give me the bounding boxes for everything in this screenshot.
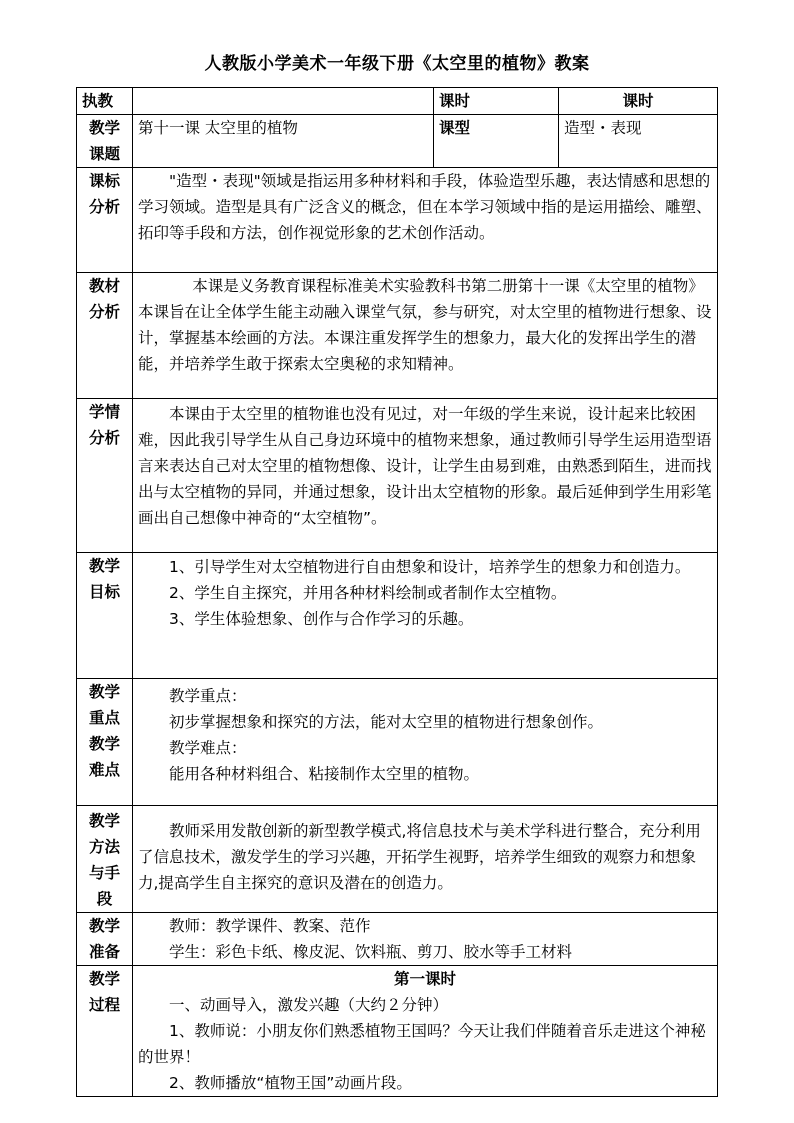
row-process [77,966,718,1097]
type-value: 造型・表现 [559,115,718,168]
teacher-label: 执教 [77,88,133,115]
prep-label: 教学准备 [77,913,133,966]
topic-label: 教学课题 [77,115,133,168]
methods-cell [133,806,718,913]
row-keypoints [77,679,718,806]
row-methods [77,806,718,913]
header-row-teacher [77,88,718,115]
row-material [77,273,718,399]
material-cell [133,273,718,399]
teacher-value [133,88,434,115]
goal-item-3: 3、学生体验想象、创作与合作学习的乐趣。 [169,610,474,628]
prep-student: 学生：彩色卡纸、橡皮泥、饮料瓶、剪刀、胶水等手工材料 [169,943,573,961]
prep-cell [133,913,718,966]
difficulty-title: 教学难点： [169,739,247,757]
document-title: 人教版小学美术一年级下册《太空里的植物》教案 [204,54,590,74]
type-label: 课型 [434,115,559,168]
prep-teacher: 教师：教学课件、教案、范作 [169,917,371,935]
students-cell [133,399,718,553]
header-row-topic [77,115,718,168]
methods-text: 教师采用发散创新的新型教学模式,将信息技术与美术学科进行整合，充分利用了信息技术，激发学生的学习兴趣，开拓学生视野，培养学生细致的观察力和想象力,提高学生自主探究的意识及潜在的创造力。 [138,822,701,892]
key-text: 初步掌握想象和探究的方法，能对太空里的植物进行想象创作。 [169,713,604,731]
process-cell [133,966,718,1097]
topic-value: 第十一课 太空里的植物 [133,115,434,168]
methods-label: 教学方法与手段 [77,806,133,913]
standard-text: "造型・表现"领域是指运用多种材料和手段，体验造型乐趣，表达情感和思想的学习领域。造型是具有广泛含义的概念，但在本学习领域中指的是运用描绘、雕塑、拓印等手段和方法，创作视觉形象的艺术创作活动。 [138,172,712,242]
hours-label-1: 课时 [434,88,559,115]
students-text: 本课由于太空里的植物谁也没有见过，对一年级的学生来说，设计起来比较困难，因此我引导学生从自己身边环境中的植物来想象，通过教师引导学生运用造型语言来表达自己对太空里的植物想像、设计，让学生由易到难，由熟悉到陌生，进而找出与太空植物的异同，并通过想象，设计出太空植物的形象。最后延伸到学生用彩笔画出自己想像中神奇的“太空植物”。 [138,405,712,527]
row-standard [77,168,718,273]
students-label: 学情分析 [77,399,133,553]
material-text: 本课是义务教育课程标准美术实验教科书第二册第十一课《太空里的植物》本课旨在让全体学生能主动融入课堂气氛，参与研究，对太空里的植物进行想象、设计，掌握基本绘画的方法。本课注重发挥学生的想象力，最大化的发挥出学生的潜能，并培养学生敢于探索太空奥秘的求知精神。 [138,277,712,373]
material-label: 教材分析 [77,273,133,399]
keypoints-label: 教学重点教学难点 [77,679,133,806]
lesson-plan-table [76,87,718,1097]
difficulty-text: 能用各种材料组合、粘接制作太空里的植物。 [169,765,480,783]
row-prep [77,913,718,966]
standard-cell [133,168,718,273]
lesson-title: 第一课时 [393,970,456,988]
process-label: 教学过程 [77,966,133,1097]
row-students [77,399,718,553]
process-line-1: 一、动画导入，激发兴趣（大约２分钟） [169,996,449,1014]
goals-cell [133,553,718,679]
goal-item-1: 1、引导学生对太空植物进行自由想象和设计，培养学生的想象力和创造力。 [169,558,691,576]
keypoints-cell [133,679,718,806]
goals-label: 教学目标 [77,553,133,679]
row-goals [77,553,718,679]
process-line-3: 2、教师播放“植物王国”动画片段。 [169,1074,412,1092]
hours-label-2: 课时 [559,88,718,115]
standard-label: 课标分析 [77,168,133,273]
process-line-2: 1、教师说：小朋友你们熟悉植物王国吗？今天让我们伴随着音乐走进这个神秘的世界！ [138,1022,706,1066]
key-title: 教学重点： [169,687,247,705]
goal-item-2: 2、学生自主探究，并用各种材料绘制或者制作太空植物。 [169,584,567,602]
